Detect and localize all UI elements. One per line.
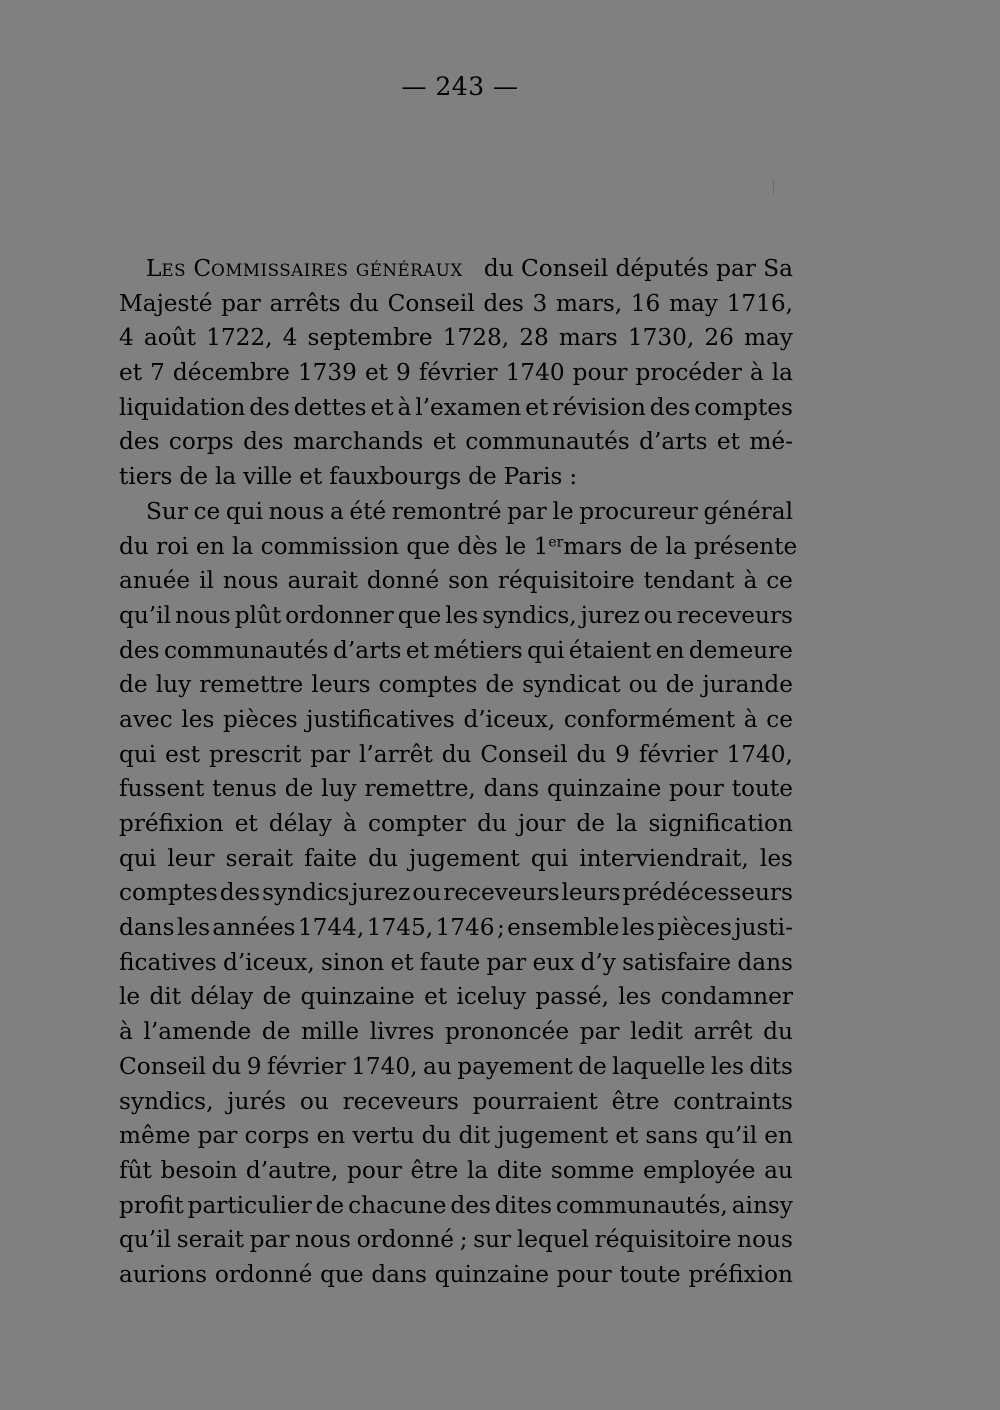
text-line: 4 août 1722, 4 septembre 1728, 28 mars 1730, 26 may (119, 324, 793, 352)
text-line: fût besoin d’autre, pour être la dite somme employée au (119, 1156, 793, 1184)
text-segment: du roi en la commission que dès le 1er (119, 532, 564, 560)
body-text (119, 252, 798, 1293)
text-line: syndics, jurés ou receveurs pourraient être contraints (119, 1087, 793, 1115)
paragraph-2 (119, 564, 793, 1292)
text-line: préfixion et délay à compter du jour de la signification (119, 810, 793, 837)
text-line: et 7 décembre 1739 et 9 février 1740 pour procéder à la (119, 359, 793, 387)
text-line: Sur ce qui nous a été remontré par le procureur général (146, 497, 793, 525)
text-line: même par corps en vertu du dit jugement et sans qu’il en (119, 1122, 793, 1150)
text-line (119, 252, 793, 287)
heading-small-caps: LES COMMISSAIRES GÉNÉRAUX (146, 255, 463, 282)
text-line: ficatives d’iceux, sinon et faute par eux d’y satisfaire dans (119, 948, 793, 976)
text-line: Conseil du 9 février 1740, au payement de laquelle les dits (119, 1052, 793, 1080)
page-number: — 243 — (401, 72, 519, 101)
text-line: fussent tenus de luy remettre, dans quinzaine pour toute (119, 775, 793, 803)
text-line: avec les pièces justificatives d’iceux, conformément à ce (119, 705, 793, 733)
text-line: des corps des marchands et communautés d’arts et mé- (119, 428, 793, 456)
text-line-tail: du Conseil députés par Sa (483, 255, 793, 282)
text-line: profit particulier de chacune des dites communautés, ainsy (119, 1191, 793, 1219)
text-segment: mars de la présente (563, 532, 798, 560)
text-line: des communautés d’arts et métiers qui étaient en demeure (119, 636, 793, 664)
superscript: er (548, 533, 564, 550)
text-line: à l’amende de mille livres prononcée par ledit arrêt du (119, 1018, 793, 1046)
text-line: de luy remettre leurs comptes de syndicat ou de jurande (119, 671, 793, 699)
text-line: anuée il nous aurait donné son réquisitoire tendant à ce (119, 567, 793, 595)
text-line (119, 530, 798, 565)
text-line: le dit délay de quinzaine et iceluy passé, les condamner (119, 983, 793, 1011)
scan-speck (773, 180, 774, 194)
text-line: tiers de la ville et fauxbourgs de Paris : (119, 463, 578, 491)
text-line: qu’il serait par nous ordonné ; sur lequel réquisitoire nous (119, 1226, 793, 1254)
text-line: qui leur serait faite du jugement qui interviendrait, les (119, 844, 793, 872)
text-line: dans les années 1744, 1745, 1746 ; ensemble les pièces justi- (119, 914, 793, 942)
text-line: liquidation des dettes et à l’examen et révision des comptes (119, 393, 793, 421)
text-line: aurions ordonné que dans quinzaine pour toute préfixion (119, 1260, 793, 1288)
paragraph-1 (119, 287, 793, 495)
text-line: qui est prescrit par l’arrêt du Conseil du 9 février 1740, (119, 740, 793, 768)
text-line: qu’il nous plût ordonner que les syndics, jurez ou receveurs (119, 601, 793, 629)
text-line: comptes des syndics jurez ou receveurs leurs prédécesseurs (119, 879, 793, 907)
text-line: Majesté par arrêts du Conseil des 3 mars, 16 may 1716, (119, 289, 793, 317)
